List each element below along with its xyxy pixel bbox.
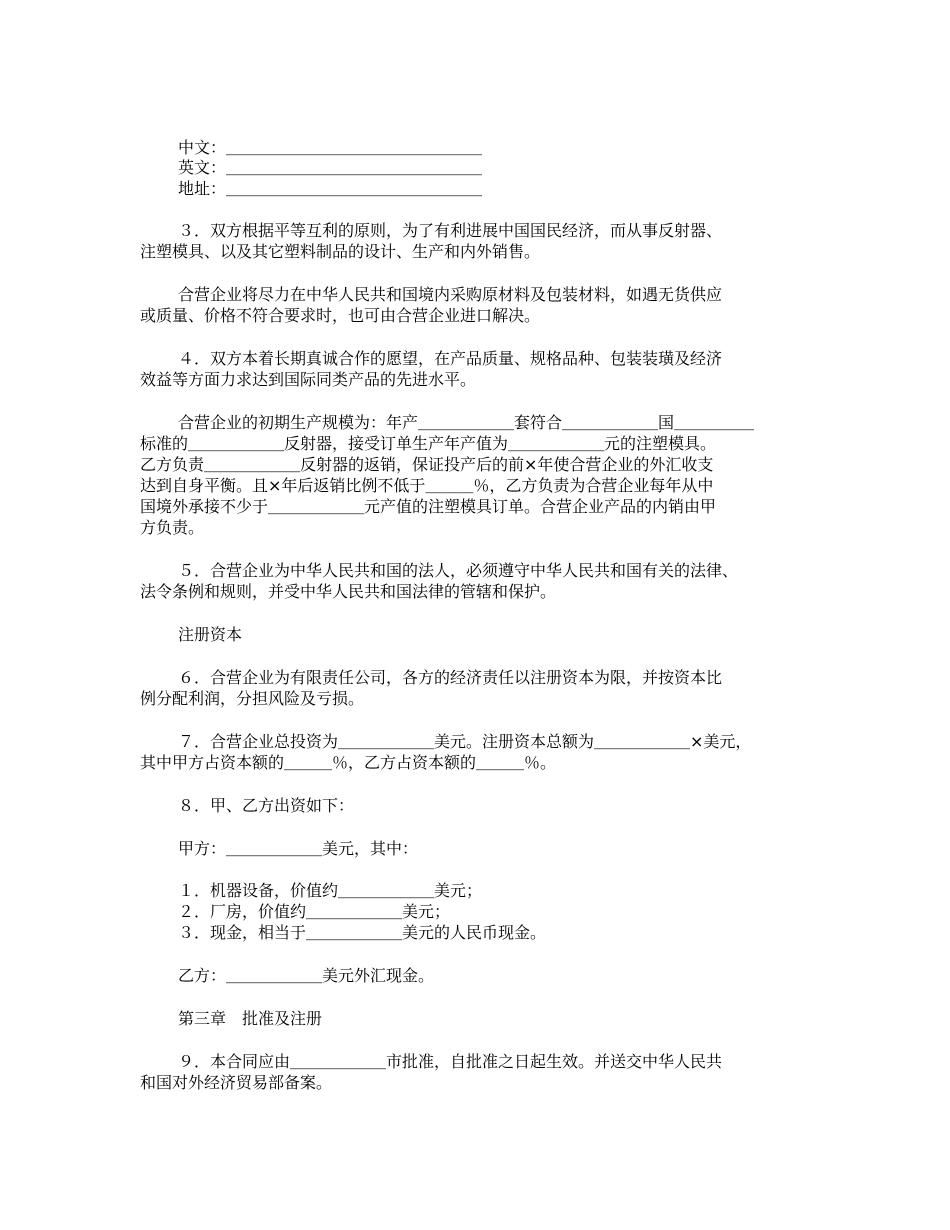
english-name-line: 英文：＿＿＿＿＿＿＿＿＿＿＿＿＿＿＿＿ — [178, 158, 483, 177]
production-scale-line-4: 达到自身平衡。且×年后返销比例不低于＿＿＿％，乙方负责为合营企业每年从中 — [140, 476, 714, 495]
chapter-3-heading: 第三章 批准及注册 — [178, 1009, 323, 1028]
clause-7-line-1: ７．合营企业总投资为＿＿＿＿＿＿美元。注册资本总额为＿＿＿＿＿＿×美元， — [178, 732, 752, 751]
procurement-para-line-1: 合营企业将尽力在中华人民共和国境内采购原材料及包装材料，如遇无货供应 — [178, 285, 723, 304]
clause-9-line-2: 和国对外经济贸易部备案。 — [140, 1073, 333, 1092]
contribution-item-2: ２．厂房，价值约＿＿＿＿＿＿美元； — [178, 902, 451, 921]
clause-5-line-2: 法令条例和规则，并受中华人民共和国法律的管辖和保护。 — [140, 582, 557, 601]
clause-6-line-2: 例分配利润，分担风险及亏损。 — [140, 689, 365, 708]
contribution-item-1: １．机器设备，价值约＿＿＿＿＿＿美元； — [178, 881, 483, 900]
production-scale-line-2: 标准的＿＿＿＿＿＿反射器，接受订单生产年产值为＿＿＿＿＿＿元的注塑模具。 — [140, 434, 717, 453]
production-scale-line-1: 合营企业的初期生产规模为：年产＿＿＿＿＿＿套符合＿＿＿＿＿＿国＿＿＿＿＿ — [178, 413, 755, 432]
party-a-contribution-line: 甲方：＿＿＿＿＿＿美元，其中： — [178, 839, 419, 858]
chinese-name-line: 中文：＿＿＿＿＿＿＿＿＿＿＿＿＿＿＿＿ — [178, 138, 483, 157]
clause-8-line: ８．甲、乙方出资如下： — [178, 796, 355, 815]
clause-9-line-1: ９．本合同应由＿＿＿＿＿＿市批准，自批准之日起生效。并送交中华人民共 — [178, 1052, 723, 1071]
clause-4-line-2: 效益等方面力求达到国际同类产品的先进水平。 — [140, 370, 477, 389]
production-scale-line-3: 乙方负责＿＿＿＿＿＿反射器的返销，保证投产后的前×年使合营企业的外汇收支 — [140, 455, 714, 474]
clause-5-line-1: ５．合营企业为中华人民共和国的法人，必须遵守中华人民共和国有关的法律、 — [178, 561, 739, 580]
clause-6-line-1: ６．合营企业为有限责任公司，各方的经济责任以注册资本为限，并按资本比 — [178, 668, 723, 687]
production-scale-line-6: 方负责。 — [140, 518, 205, 537]
clause-4-line-1: ４．双方本着长期真诚合作的愿望，在产品质量、规格品种、包装装璜及经济 — [178, 349, 723, 368]
address-line: 地址：＿＿＿＿＿＿＿＿＿＿＿＿＿＿＿＿ — [178, 179, 483, 198]
production-scale-line-5: 国境外承接不少于＿＿＿＿＿＿元产值的注塑模具订单。合营企业产品的内销由甲 — [140, 497, 717, 516]
registered-capital-heading: 注册资本 — [178, 625, 243, 644]
clause-3-line-1: ３．双方根据平等互利的原则，为了有利进展中国国民经济，而从事反射器、 — [178, 221, 723, 240]
clause-3-line-2: 注塑模具、以及其它塑料制品的设计、生产和内外销售。 — [140, 242, 541, 261]
contribution-item-3: ３．现金，相当于＿＿＿＿＿＿美元的人民币现金。 — [178, 923, 547, 942]
clause-7-line-2: 其中甲方占资本额的＿＿＿％，乙方占资本额的＿＿＿％。 — [140, 753, 557, 772]
party-b-contribution-line: 乙方：＿＿＿＿＿＿美元外汇现金。 — [178, 966, 435, 985]
procurement-para-line-2: 或质量、价格不符合要求时，也可由合营企业进口解决。 — [140, 306, 541, 325]
